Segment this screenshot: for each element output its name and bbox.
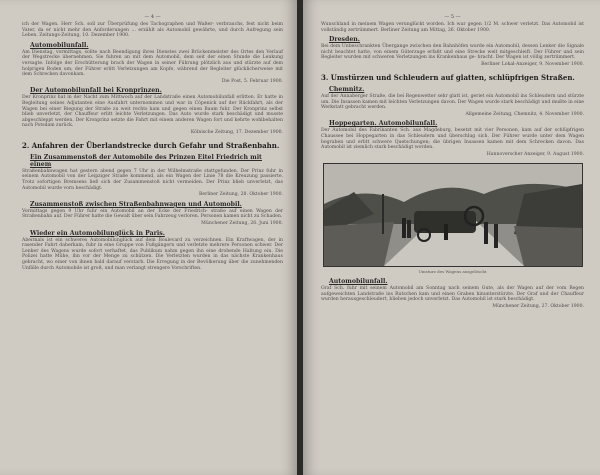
article-source: Berliner Zeitung, 28. Oktober 1900. — [199, 192, 283, 198]
article-heading: Dresden. — [329, 36, 360, 44]
section-title: 3. Umstürzen und Schleudern auf glatten, schlüpfrigen Straßen. — [321, 72, 575, 82]
article-source: Kölnische Zeitung, 17. Dezember 1900. — [190, 129, 283, 135]
photo-caption: Umsturz des Wagens ausgelöscht — [418, 269, 487, 275]
article-source: Die Post, 5. Februar 1900. — [221, 78, 283, 84]
article-heading: Zusammenstoß zwischen Straßenbahnwagen und Automobil. — [30, 200, 242, 208]
article-text: Der Kronprinz hat in der Nacht zum Mittwoch auf der Landstraße einen Automobilunfall erlitten. Er hatte in Begleitung seines Adjutanten eine Ausfahrt unternommen und war in Cöpenick auf der Rückfahrt, als der Wagen bei einer Biegung der Straße zu weit rechts kam und gegen einen Baum fuhr. Der Kronprinz selbst blieb unverletzt, der Chauffeur erlitt leichte Verletzungen. Das Auto wurde stark beschädigt und musste abgeschleppt werden. Der Kronprinz setzte die Fahrt mit einem anderen Wagen fort und kehrte wohlbehalten nach Potsdam zurück. — [22, 95, 283, 129]
article-heading: Hoppegarten. Automobilunfall. — [329, 120, 438, 128]
article-list — [321, 36, 584, 67]
article-list — [22, 42, 283, 136]
article-heading: Der Automobilunfall bei Kronprinzen. — [30, 87, 162, 95]
intro-text — [321, 22, 584, 33]
article-text: Abermals ist ein schweres Automobilunglück auf dem Boulevard zu verzeichnen. Ein Kraftwagen, der in rasender Fahrt daherkam, fuhr in eine Gruppe von Fußgängern und verletzte mehrere Personen schwer. Der Lenker des Wagens wurde sofort verhaftet, das Publikum nahm gegen ihn eine drohende Haltung ein. Die Polizei hatte Mühe, ihn vor der Menge zu schützen. Die Verletzten wurden in das nächste Krankenhaus gebracht, wo einer von ihnen bald darauf verstarb. Die Erregung in der Bevölkerung über die zunehmenden Unfälle durch Automobile ist groß, und man verlangt strengere Vorschriften. — [22, 237, 283, 271]
article-list — [321, 278, 584, 309]
article-text: Straßenbahnwagen hat gestern abend gegen 7 Uhr in der Wilhelmstraße stattgefunden. Der Prinz fuhr in seinem Automobil von der Leipziger Straße kommend, als ein Wagen der Linie 78 die Kreuzung passierte. Trotz sofortigen Bremsens ließ sich der Zusammenstoß nicht vermeiden. Der Prinz blieb unverletzt, das Automobil wurde vorn beschädigt. — [22, 168, 283, 191]
article-source: Hannoverscher Anzeiger, 9. August 1900. — [486, 151, 584, 157]
article-text: Vormittags gegen 9 Uhr fuhr ein Automobil an der Ecke der Friedrich- straße auf einen Wagen der Straßenbahn auf. Der Führer hatte die Gewalt über sein Fahrzeug verloren. Personen kamen nicht zu Schaden. — [22, 208, 283, 220]
article-source: Münchener Zeitung, 27. Oktober 1900. — [492, 304, 584, 310]
section-title: 2. Anfahren der Überlandstrecke durch Gefahr und Straßenbahn. — [22, 140, 280, 150]
article-source: Münchener Zeitung, 26. Juni 1900. — [201, 221, 283, 227]
article-heading: Automobilunfall. — [30, 41, 89, 49]
article-list — [321, 86, 584, 157]
article-heading: Wieder ein Automobilunglück in Paris. — [30, 229, 165, 237]
left-page — [0, 0, 297, 475]
article-text: Auf der Annaberger Straße, die bei Regenwetter sehr glatt ist, geriet ein Automobil ins Schleudern und stürzte um. Die Insassen kamen mit leichten Verletzungen davon. Der Wagen wurde stark beschädigt und mußte in eine Werkstatt gebracht werden. — [321, 93, 584, 111]
article-text: Graf Sch. fuhr mit seinem Automobil am Sonntag nach seinem Gute, als der Wagen auf der vom Regen aufgeweichten Landstraße ins Rutschen kam und einen Graben hinunterstürzte. Der Graf und der Chauffeur wurden herausgeschleudert, blieben jedoch unverletzt. Das Automobil ist stark beschädigt. — [321, 286, 584, 303]
intro-text — [22, 22, 283, 39]
article-heading: Ein Zusammenstoß der Automobile des Prinzen Eitel Friedrich mit einem — [30, 153, 262, 168]
right-page — [303, 0, 600, 475]
article-text: ich der Wagen. Herr Sch. soll zur Überprüfung des Tachographen und Waßer- verbrauchs, fest nicht beim Vater, da er nicht mehr den Anforderungen ... erzählt als Automobil gewährte, und durch Aufregung sein Leben. Zeitungs-Zeitung, 10. Dezember 1900. — [22, 22, 283, 39]
article-text: Der Automobil des Fabrikanten Sch. aus Magdeburg, besetzt mit vier Personen, kam auf der schlüpfrigen Chaussee bei Hoppegarten in das Schleudern und überschlug sich. Der Führer wurde unter dem Wagen begraben und erlitt schwere Quetschungen; die übrigen Insassen kamen mit dem Schrecken davon. Das Automobil ist ziemlich stark beschädigt worden. — [321, 128, 584, 151]
article-heading: Automobilunfall. — [329, 278, 388, 286]
article-list — [22, 154, 283, 271]
article-heading: Chemnitz. — [329, 85, 365, 93]
article-source: Berliner Lokal-Anzeiger, 9. November 1900. — [481, 61, 584, 67]
article-text: Am Dienstag, vormittags, sollte nach Beendigung ihres Dienstes zwei Brückenmeister des Ortes den Verlauf der Wegstrecke übernehmen. Sie fuhren an mit dem Automobil, dem seit der einen Stunde die Lenkung versagte. Infolge der Erschütterung brach der Wagen in seiner Führung plötzlich aus und stürzte auf dem holprigen Boden um; der Führer erlitt Verletzungen am Kopfe, während der Begleiter glücklicherweise mit dem Schrecken davonkam. — [22, 49, 283, 78]
accident-photo — [323, 163, 583, 267]
article-source: Allgemeine Zeitung, Chemnitz, 4. November 1900. — [465, 111, 584, 117]
article-text: Bei dem Unbeschrankten Übergange zwischen den Bahnhöfen wurde ein Automobil, dessen Lenker die Signale nicht beachtet hatte, von einem Güterzuge erfaßt und eine Strecke weit mitgeschleift. Der Führer und sein Begleiter wurden mit schweren Verletzungen ins Krankenhaus ge- bracht. Der Wagen ist völlig zertrümmert. — [321, 44, 584, 61]
article-text: Wunschland in meinem Wagen verunglückt worden. Ich war gegen 1/2 M. schwer verletzt. Das Automobil ist vollständig zertrümmert. Berliner Zeitung am Mittag, 26. Oktober 1900. — [321, 22, 584, 33]
page-number: — 4 — — [144, 14, 161, 20]
page-number: — 5 — — [444, 14, 461, 20]
